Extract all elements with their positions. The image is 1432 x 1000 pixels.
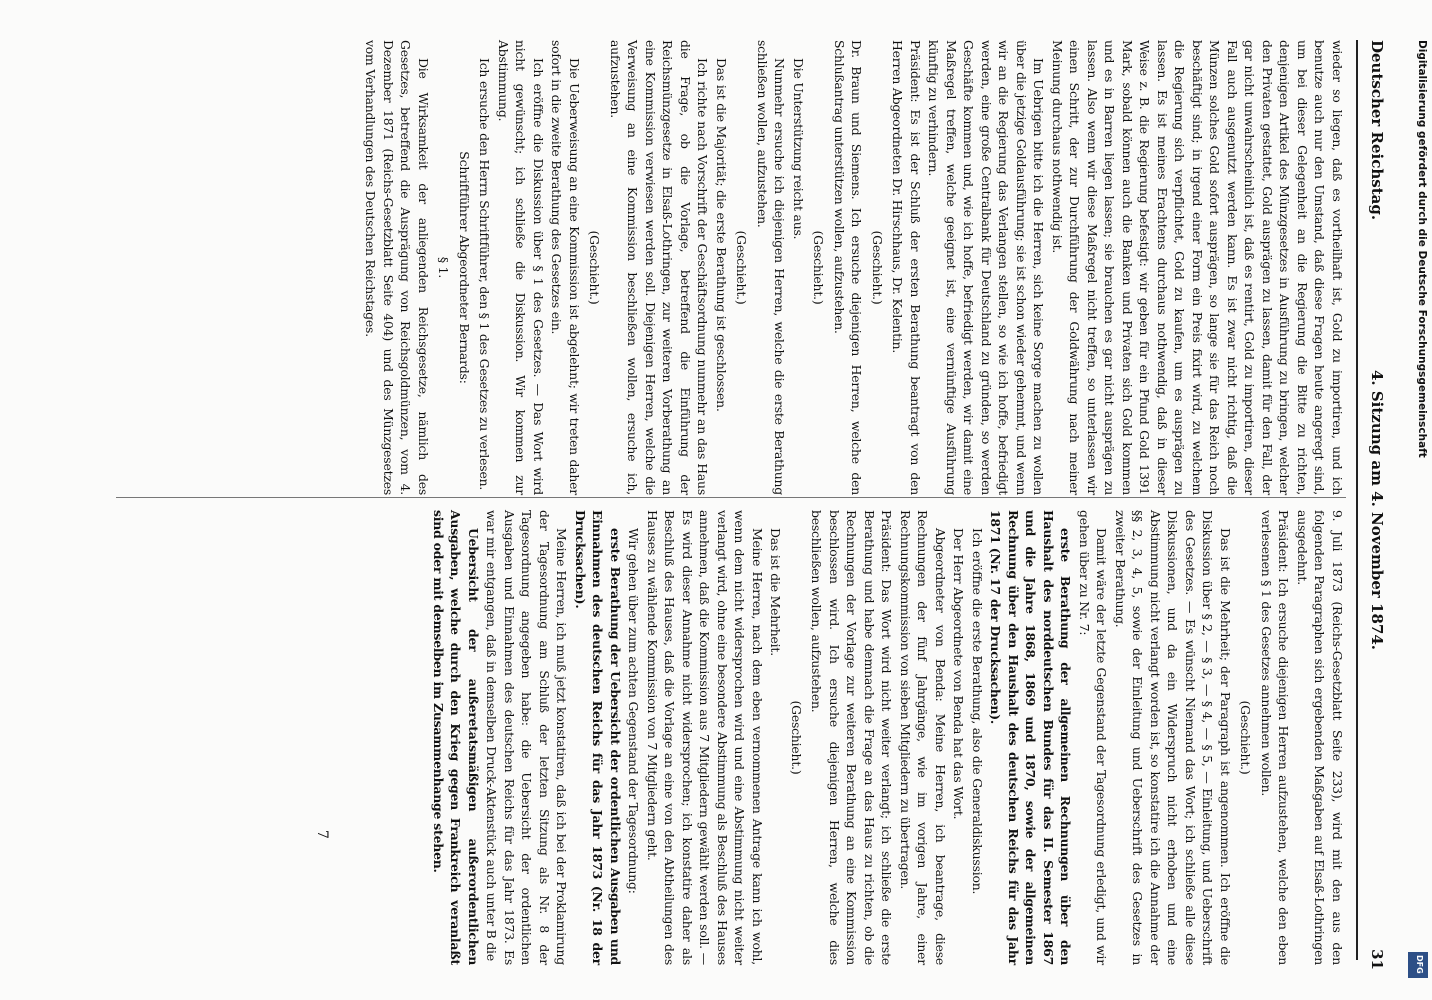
page-number: 31 [1368, 949, 1386, 970]
right-column-paragraph: Der Herr Abgeordnete von Benda hat das Wort. [951, 528, 967, 820]
left-column-paragraph: Ich ersuche den Herrn Schriftführer, den § 1 des Gesetzes zu verlesen. [477, 58, 493, 491]
right-column-paragraph: Präsident: Das Wort wird nicht weiter verlangt; ich schließe die erste Berathung und habe demnach die Frage an das Haus zu richten, ob die Rechnungen der Vorlage zur weiteren Berathung an eine Kommission beschlossen wird. Ich ersuche diejenigen Herren, welche dies beschließen wollen, aufzustehen. [809, 510, 895, 965]
left-column-paragraph: § 1. [436, 256, 452, 279]
header-rule [1356, 40, 1358, 960]
dfg-logo-text: DFG [1415, 955, 1424, 974]
dfg-logo [1408, 952, 1428, 978]
right-column-paragraph: Abgeordneter von Benda: Meine Herren, ich beantrage, diese Rechnungen der fünf Jahrgänge, wie im vorigen Jahre, einer Rechnungskommission von sieben Mitgliedern zu übertragen. [898, 510, 948, 965]
right-column-paragraph: erste Berathung der Uebersicht der ordentlichen Ausgaben und Einnahmen des deutschen Reichs für das Jahr 1873 (Nr. 18 der Drucksachen). [573, 510, 623, 965]
left-column-paragraph: Dr. Braun und Siemens. Ich ersuche diejenigen Herren, welche den Schlußantrag unterstützen wollen, aufzustehen. [832, 40, 865, 495]
right-column-paragraph: erste Berathung der allgemeinen Rechnungen über den Haushalt des norddeutschen Bundes für das II. Semester 1867 und die Jahre 1868, 1869 und 1870, sowie der allgemeinen Rechnung über den Haushalt des deutschen Reichs für das Jahr 1871 (Nr. 17 der Drucksachen). [988, 510, 1074, 965]
right-column-paragraph: Damit wäre der letzte Gegenstand der Tagesordnung erledigt, und wir gehen über zu Nr. 7: [1077, 510, 1110, 965]
right-column-paragraph: Das ist die Mehrheit. [768, 528, 784, 656]
left-column-paragraph: Die Unterstützung reicht aus. [791, 58, 806, 240]
right-column-paragraph: (Geschieht.) [1238, 700, 1254, 775]
right-column-paragraph: Ich eröffne die erste Berathung, also die Generaldiskussion. [970, 528, 985, 895]
left-column-paragraph: Das ist die Majorität; die erste Berathung ist geschlossen. [714, 58, 729, 412]
left-column [361, 40, 1346, 495]
left-column-paragraph: Nunmehr ersuche ich diejenigen Herren, welche die erste Berathung schließen wollen, aufzustehen. [755, 40, 788, 495]
right-column [429, 510, 1347, 965]
right-column-paragraph: (Geschieht.) [789, 700, 804, 775]
left-column-paragraph: Im Uebrigen bitte ich die Herren, sich keine Sorge machen zu wollen über die jetzige Goldausführung; sie ist schon wieder gehemmt, und wenn wir an die Regierung das Verlangen stellen, so wie ich hoffe, befriedigt werden, eine große Centralbank für Deutschland zu gründen, so werden Geschäfte kommen und, wie ich hoffe, befriedigt werden, wir damit eine Maßregel treffen, welche geeignet ist, eine vernünftige Ausführung künftig zu verhindern. [926, 40, 1047, 495]
left-column-paragraph: (Geschieht.) [587, 230, 603, 305]
left-column-paragraph: Schriftführer Abgeordneter Bernards: [457, 151, 472, 384]
rotated-page [60, 0, 1400, 1000]
right-column-paragraph: Das ist die Mehrheit; der Paragraph ist angenommen. Ich eröffne die Diskussion über § 2, — § 3, — § 4, — § 5, — Einleitung, und Ueberschrift des Gesetzes. — Es wünscht Niemand das Wort; ich schließe alle diese Diskussionen, und da ein Widerspruch nicht erhoben und eine Abstimmung nicht verlangt worden ist, so konstatire ich die Annahme der §§ 2, 3, 4, 5, sowie der Einleitung und Ueberschrift des Gesetzes in zweiter Berathung. [1113, 510, 1233, 965]
digitization-note [1408, 40, 1428, 960]
left-column-paragraph: (Geschieht.) [870, 230, 885, 305]
right-column-paragraph: Meine Herren, nach dem eben vernommenen Antrage kann ich wohl, wenn dem nicht widersprochen wird und eine Abstimmung nicht weiter verlangt wird, ohne eine besondere Abstimmung als Beschluß des Hauses annehmen, daß die Kommission aus 7 Mitgliedern gewählt werden soll. — Es wird dieser Annahme nicht widersprochen; ich konstatire daher als Beschluß des Hauses, daß die Vorlage an eine von den Abtheilungen des Hauses zu wählende Kommission von 7 Mitgliedern geht. [645, 510, 765, 965]
right-column-paragraph: Uebersicht der außeretatsmäßigen außerordentlichen Ausgaben, welche durch den Krieg gegen Frankreich veranlaßt sind oder mit demselben im Zusammenhange stehen. [431, 510, 481, 965]
right-column-paragraph: 9. Juli 1873 (Reichs-Gesetzblatt Seite 233), wird mit den aus den folgenden Paragraphen sich ergebenden Maßgaben auf Elsaß-Lothringen ausgedehnt. [1295, 510, 1345, 965]
left-column-paragraph: (Geschieht.) [811, 230, 827, 305]
running-header [1362, 40, 1386, 980]
left-column-paragraph: Ich eröffne die Diskussion über § 1 des Gesetzes. — Das Wort wird nicht gewünscht; ich schließe die Diskussion. Wir kommen zur Abstimmung. [496, 40, 546, 495]
right-column-paragraph: Wir gehen über zum achten Gegenstand der Tagesordnung: [626, 528, 642, 894]
left-column-paragraph: (Geschieht.) [734, 230, 750, 305]
left-column-paragraph: Die Ueberweisung an eine Kommission ist abgelehnt; wir treten daher sofort in die zweite Berathung des Gesetzes ein. [549, 40, 582, 495]
header-center: 4. Sitzung am 4. November 1874. [1368, 369, 1386, 651]
left-column-paragraph: Ich richte nach Vorschrift der Geschäftsordnung nunmehr an das Haus die Frage, ob die Vorlage, betreffend die Einführung der Reichsmünzgesetze in Elsaß-Lothringen, zur weiteren Vorberathung an eine Kommission verwiesen werden soll. Diejenigen Herren, welche die Verweisung an eine Kommission beschließen wollen, ersuche ich, aufzustehen. [608, 40, 711, 495]
header-left: Deutscher Reichstag. [1368, 40, 1386, 221]
column-divider [116, 497, 1346, 498]
bottom-mark: 7 [314, 830, 330, 839]
left-column-paragraph: wieder so liegen, daß es vortheilhaft ist, Gold zu importiren, und ich benutze auch nur den Umstand, daß diese Fragen heute angeregt sind, um bei dieser Gelegenheit an die Regierung die Bitte zu richten, denjenigen Artikel des Münzgesetzes in Ausführung zu bringen, welcher den Privaten gestattet, Gold ausprägen zu lassen, damit für den Fall, der gar nicht unwahrscheinlich ist, daß es rentirt, Gold zu importiren, dieser Fall auch ausgenutzt werden kann. Es ist zwar nicht richtig, daß die Münzen solches Gold sofort ausprägen, so lange sie für das Reich noch beschäftigt sind; in irgend einer Form ein Preis fixirt wird, zu welchem die Regierung sich verpflichtet, Gold zu kaufen, um es ausprägen zu lassen. Es ist meines Erachtens durchaus nothwendig, daß in dieser Weise z. B. die Regierung befestigt: wir geben für ein Pfund Gold 1391 Mark, sobald können auch die Banken und Privaten sich Gold kommen und es in Barren liegen lassen; sie brauchen es gar nicht ausprägen zu lassen. Also wenn wir diese Maßregel nicht treffen, so unterlassen wir einen Schritt, der zur Durchführung der Goldwährung nach meiner Meinung durchaus nothwendig ist. [1050, 40, 1345, 495]
digitization-note-text: Digitalisierung gefördert durch die Deutsche Forschungsgemeinschaft [1416, 40, 1428, 458]
right-column-paragraph: Präsident: Ich ersuche diejenigen Herren aufzustehen, welche den eben verlesenen § 1 des Gesetzes annehmen wollen. [1259, 510, 1292, 965]
right-column-paragraph: Meine Herren, ich muß jetzt konstatiren, daß ich bei der Proklamirung der Tagesordnung am Schluß der letzten Sitzung als Nr. 8 der Tagesordnung angegeben habe: die Uebersicht der ordentlichen Ausgaben und Einnahmen des deutschen Reichs für das Jahr 1873. Es war mir entgangen, daß in demselben Druck-Aktenstück auch unter B die [484, 510, 570, 965]
left-column-paragraph: Präsident: Es ist der Schluß der ersten Berathung beantragt von den Herren Abgeordneten Dr. Hirschhaus, Dr. Kelentin. [890, 40, 923, 495]
left-column-paragraph: Die Wirksamkeit der anliegenden Reichsgesetze, nämlich des Gesetzes, betreffend die Ausprägung von Reichsgoldmünzen, vom 4. Dezember 1871 (Reichs-Gesetzblatt Seite 404) und des Münzgesetzes vom Verhandlungen des Deutschen Reichstages. [363, 40, 431, 495]
